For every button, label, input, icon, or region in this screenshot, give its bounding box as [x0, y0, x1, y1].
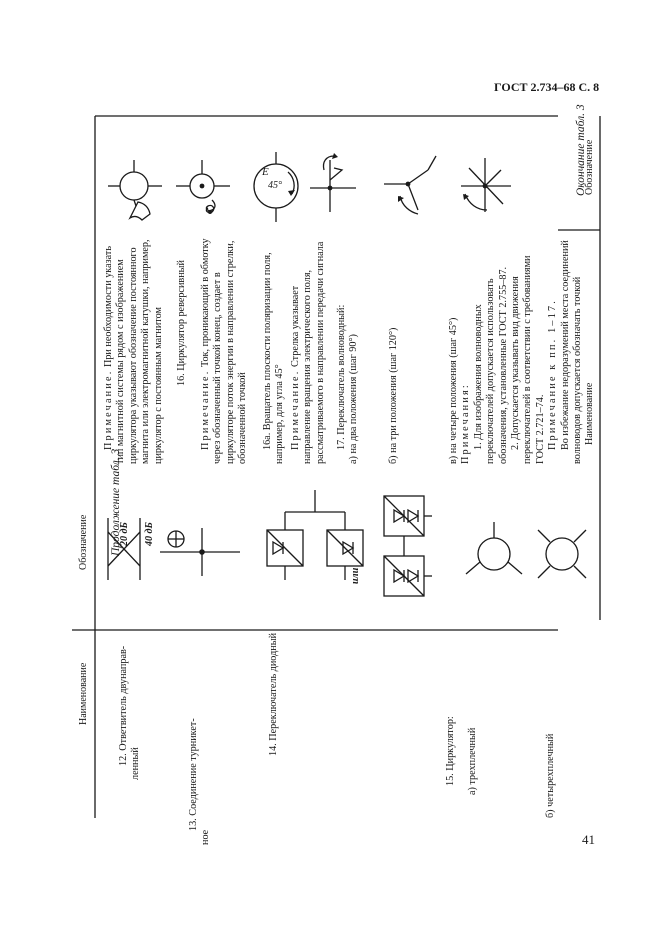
column-header-symbol-left: Обозначение [78, 514, 89, 570]
page-number: 41 [582, 832, 595, 847]
or-label: или [350, 567, 361, 584]
coupler-label-20db: 20 дБ [119, 522, 130, 546]
row-17b-name: б) на три положения (шаг 120°) [388, 327, 399, 464]
column-header-symbol-right: Обозначение [584, 139, 595, 195]
circulator-reversible-symbol [176, 160, 246, 230]
right-note-2: Примечание. Ток, проникающий в обмотку через обозначенный точкой конец, создает в циркуляторе поток энергии в направлении стрелки, обозначенной точкой [200, 238, 249, 464]
right-note-1: Примечание. При необходимости указать тип магнитной системы рядом с изображением циркулятора указывают обозначение постоянного магнита или электромагнитной катушки, например, циркулятор с постоянным магнитом [103, 239, 164, 464]
row-14-name: 14. Переключатель диодный [268, 632, 279, 756]
diode-switch-alt-symbol [378, 490, 458, 620]
table-caption-right: Окончание табл. 3 [575, 104, 587, 196]
row-15-name: 15. Циркулятор: [445, 716, 456, 786]
switch-4pos-symbol [455, 150, 535, 230]
row-16a-name: 16а. Вращатель плоскости поляризации поля, например, для угла 45° [262, 252, 286, 464]
coupler-label-40db: 40 дБ [144, 522, 155, 546]
row-16-name: 16. Циркулятор реверсивный [176, 260, 187, 386]
row-15a-name: а) трехплечный [467, 727, 478, 795]
right-notes-block: в) на четыре положения (шаг 45°) Примечания: 1. Для изображения волноводных переключателей допускается использовать обозначения, установленные ГОСТ 2.755–87. 2. Допускается указывать вид движения переключателей в соответствии с требованиями ГОСТ 2.721–74. Примечание к пп. 1–17. Во избежание недоразумений места соединений волноводов допускается обозначать точкой [448, 240, 584, 464]
circulator-3-symbol [460, 520, 530, 590]
switch-2pos-symbol [300, 150, 390, 220]
rotator-angle-label: 45° [268, 180, 282, 191]
row-12-name: 12. Ответвитель двунаправ-ленный [118, 645, 142, 780]
turnstile-symbol [160, 520, 250, 580]
rotator-e-label: E [262, 166, 269, 178]
circulator-magnet-symbol [108, 160, 178, 230]
column-header-name-right: Наименование [584, 382, 595, 445]
page-header: ГОСТ 2.734–68 С. 8 [494, 80, 600, 94]
row-15b-name: б) четырехплечный [545, 733, 556, 818]
circulator-4-symbol [528, 520, 598, 590]
row-13-name: 13. Соединение турникет-ное [188, 718, 212, 845]
row-17-name: 17. Переключатель волноводный: а) на два положения (шаг 90°) [336, 304, 360, 464]
switch-3pos-symbol [384, 150, 464, 230]
right-note-3: Примечание. Стрелка указывает направление вращения электрического поля, рассматриваемого в направлении передачи сигнала [290, 241, 326, 464]
column-header-name-left: Наименование [78, 662, 89, 725]
table-caption-left: Продолжение табл. 3 [110, 448, 122, 556]
